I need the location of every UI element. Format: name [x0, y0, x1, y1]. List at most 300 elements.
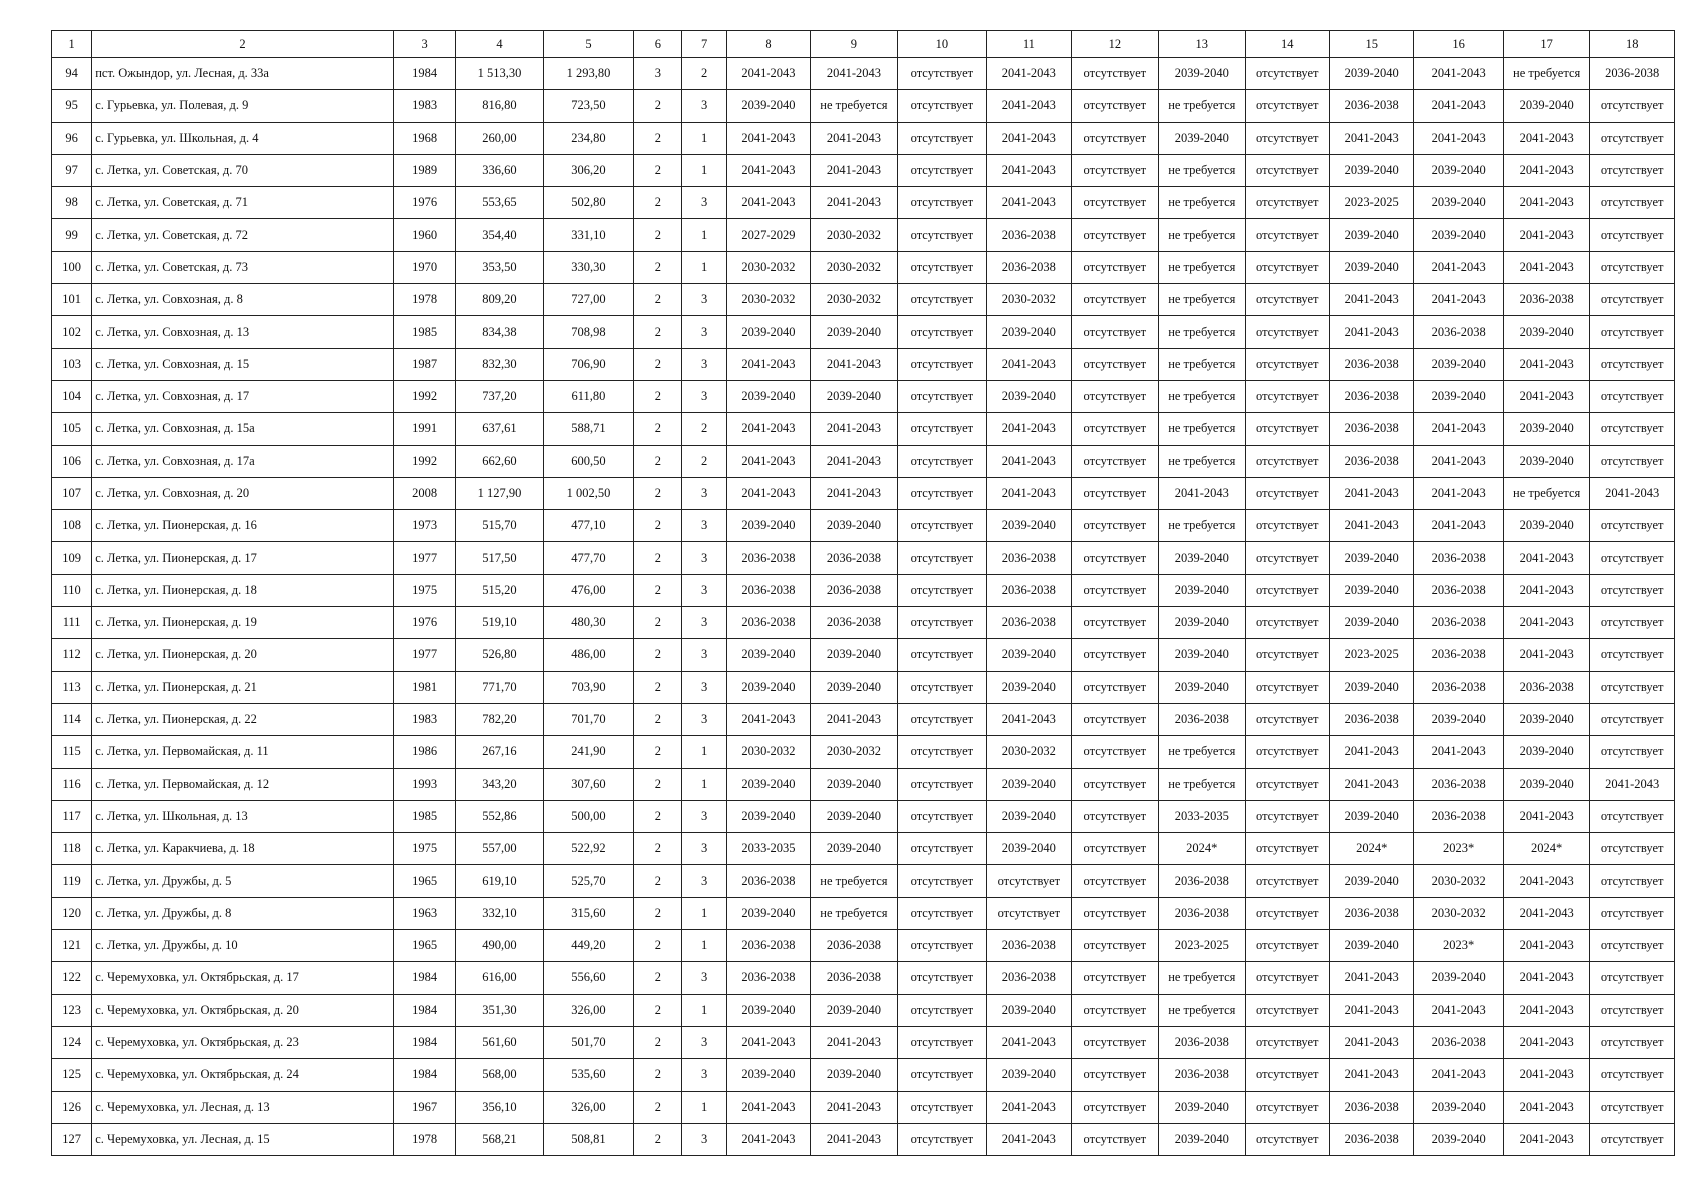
table-cell: 2039-2040 [1503, 90, 1589, 122]
table-row [52, 1059, 1675, 1091]
table-body [52, 58, 1675, 1156]
table-cell: 2039-2040 [1414, 187, 1503, 219]
table-cell: 723,50 [543, 90, 634, 122]
table-cell: 2041-2043 [1414, 251, 1503, 283]
table-cell: 1975 [393, 574, 455, 606]
table-cell: 3 [682, 316, 726, 348]
table-cell: отсутствует [1071, 58, 1158, 90]
row-number-cell: 102 [52, 316, 92, 348]
table-cell: 2030-2032 [1414, 897, 1503, 929]
table-cell: 508,81 [543, 1123, 634, 1155]
table-cell: 354,40 [456, 219, 543, 251]
table-cell: 2036-2038 [987, 930, 1071, 962]
table-row [52, 962, 1675, 994]
table-cell: отсутствует [1245, 219, 1329, 251]
table-cell: 2 [634, 607, 682, 639]
table-cell: не требуется [1159, 90, 1245, 122]
table-cell: отсутствует [1590, 703, 1675, 735]
table-cell: 2039-2040 [987, 380, 1071, 412]
table-cell: отсутствует [897, 58, 986, 90]
table-cell: 2039-2040 [811, 994, 897, 1026]
table-row [52, 58, 1675, 90]
table-cell: 701,70 [543, 703, 634, 735]
row-number-cell: 103 [52, 348, 92, 380]
table-cell: 477,10 [543, 510, 634, 542]
table-cell: 1 002,50 [543, 477, 634, 509]
table-row [52, 703, 1675, 735]
table-cell: 2036-2038 [1159, 1059, 1245, 1091]
table-cell: отсутствует [1071, 897, 1158, 929]
table-cell: 2 [634, 542, 682, 574]
table-cell: не требуется [1159, 413, 1245, 445]
table-cell: отсутствует [897, 768, 986, 800]
table-cell: отсутствует [897, 962, 986, 994]
table-cell: 2 [634, 380, 682, 412]
table-cell: 2041-2043 [726, 1123, 810, 1155]
table-cell: 2036-2038 [1159, 897, 1245, 929]
table-cell: отсутствует [1071, 962, 1158, 994]
table-cell: 522,92 [543, 833, 634, 865]
table-cell: 2023-2025 [1329, 187, 1413, 219]
table-cell: 2039-2040 [1159, 1091, 1245, 1123]
table-cell: 2041-2043 [726, 1026, 810, 1058]
table-cell: 2041-2043 [1329, 962, 1413, 994]
table-cell: отсутствует [897, 251, 986, 283]
table-cell: 3 [682, 1059, 726, 1091]
table-cell: отсутствует [897, 865, 986, 897]
table-cell: 3 [682, 833, 726, 865]
table-cell: не требуется [1159, 251, 1245, 283]
table-cell: 1989 [393, 154, 455, 186]
table-cell: отсутствует [1245, 348, 1329, 380]
table-cell: 330,30 [543, 251, 634, 283]
table-row [52, 445, 1675, 477]
row-number-cell: 122 [52, 962, 92, 994]
table-cell: 2030-2032 [726, 736, 810, 768]
table-cell: отсутствует [1590, 284, 1675, 316]
table-cell: 2 [634, 510, 682, 542]
table-cell: отсутствует [897, 542, 986, 574]
table-cell: отсутствует [1590, 542, 1675, 574]
table-cell: 2 [682, 445, 726, 477]
table-cell: отсутствует [1590, 800, 1675, 832]
table-cell: 2041-2043 [811, 1026, 897, 1058]
address-cell: пст. Ожындор, ул. Лесная, д. 33а [92, 58, 394, 90]
table-cell: 2039-2040 [1414, 1123, 1503, 1155]
table-cell: 2039-2040 [1329, 671, 1413, 703]
table-cell: 3 [682, 639, 726, 671]
table-cell: 2030-2032 [811, 736, 897, 768]
table-cell: 2039-2040 [726, 380, 810, 412]
table-cell: 2 [634, 1059, 682, 1091]
table-cell: 2039-2040 [987, 316, 1071, 348]
table-cell: 2036-2038 [1414, 1026, 1503, 1058]
table-cell: 2 [634, 1123, 682, 1155]
table-cell: отсутствует [897, 122, 986, 154]
table-cell: 2 [634, 154, 682, 186]
table-cell: 2039-2040 [1329, 930, 1413, 962]
table-cell: отсутствует [1071, 90, 1158, 122]
table-cell: 2041-2043 [1503, 154, 1589, 186]
table-cell: 2036-2038 [1329, 1123, 1413, 1155]
table-cell: 2041-2043 [1503, 639, 1589, 671]
table-cell: отсутствует [897, 574, 986, 606]
table-cell: 2041-2043 [1503, 1123, 1589, 1155]
table-cell: 771,70 [456, 671, 543, 703]
table-cell: 2 [634, 251, 682, 283]
table-cell: 2041-2043 [1414, 58, 1503, 90]
table-cell: отсутствует [1245, 445, 1329, 477]
table-cell: 2036-2038 [987, 607, 1071, 639]
table-cell: 2041-2043 [987, 703, 1071, 735]
table-cell: 553,65 [456, 187, 543, 219]
table-cell: 2039-2040 [987, 768, 1071, 800]
row-number-cell: 127 [52, 1123, 92, 1155]
table-cell: 2036-2038 [1414, 542, 1503, 574]
table-cell: 2041-2043 [1414, 122, 1503, 154]
table-cell: отсутствует [1071, 768, 1158, 800]
address-cell: с. Летка, ул. Пионерская, д. 19 [92, 607, 394, 639]
table-cell: 2023-2025 [1329, 639, 1413, 671]
table-cell: 2030-2032 [987, 284, 1071, 316]
table-cell: 2041-2043 [1503, 219, 1589, 251]
table-cell: отсутствует [897, 219, 986, 251]
table-cell: 2041-2043 [811, 1091, 897, 1123]
table-cell: 2039-2040 [726, 768, 810, 800]
table-cell: 2039-2040 [987, 510, 1071, 542]
table-cell: 588,71 [543, 413, 634, 445]
address-cell: с. Летка, ул. Пионерская, д. 20 [92, 639, 394, 671]
table-cell: 2041-2043 [726, 477, 810, 509]
table-cell: 2039-2040 [726, 639, 810, 671]
table-cell: 343,20 [456, 768, 543, 800]
table-cell: 2 [634, 930, 682, 962]
table-cell: 356,10 [456, 1091, 543, 1123]
table-cell: 1 513,30 [456, 58, 543, 90]
table-cell: 2041-2043 [726, 154, 810, 186]
table-cell: отсутствует [1071, 380, 1158, 412]
table-cell: 2039-2040 [811, 800, 897, 832]
table-cell: 2041-2043 [1503, 962, 1589, 994]
table-cell: отсутствует [897, 1059, 986, 1091]
table-cell: отсутствует [897, 316, 986, 348]
table-cell: 326,00 [543, 994, 634, 1026]
table-cell: отсутствует [1245, 897, 1329, 929]
table-cell: отсутствует [1590, 413, 1675, 445]
column-header: 17 [1503, 31, 1589, 58]
table-cell: 2041-2043 [1590, 477, 1675, 509]
table-cell: 2030-2032 [726, 251, 810, 283]
table-cell: 556,60 [543, 962, 634, 994]
table-cell: 3 [682, 187, 726, 219]
table-cell: 2041-2043 [1329, 736, 1413, 768]
table-cell: 2024* [1159, 833, 1245, 865]
table-cell: 816,80 [456, 90, 543, 122]
table-cell: не требуется [1159, 510, 1245, 542]
table-cell: 2023-2025 [1159, 930, 1245, 962]
table-cell: отсутствует [897, 187, 986, 219]
row-number-cell: 126 [52, 1091, 92, 1123]
table-cell: 2039-2040 [1159, 574, 1245, 606]
table-cell: 2039-2040 [987, 1059, 1071, 1091]
table-cell: отсутствует [897, 510, 986, 542]
table-cell: 2041-2043 [1414, 413, 1503, 445]
table-cell: 2039-2040 [1414, 219, 1503, 251]
table-cell: отсутствует [1071, 154, 1158, 186]
table-cell: отсутствует [1071, 122, 1158, 154]
table-cell: не требуется [1159, 768, 1245, 800]
table-row [52, 736, 1675, 768]
table-row [52, 316, 1675, 348]
table-cell: 3 [682, 510, 726, 542]
table-cell: 2036-2038 [1414, 671, 1503, 703]
table-cell: 2039-2040 [1159, 58, 1245, 90]
table-cell: 2 [634, 1026, 682, 1058]
address-cell: с. Летка, ул. Пионерская, д. 22 [92, 703, 394, 735]
table-cell: не требуется [1159, 348, 1245, 380]
table-cell: отсутствует [1245, 380, 1329, 412]
table-cell: 2041-2043 [811, 1123, 897, 1155]
table-cell: 2027-2029 [726, 219, 810, 251]
table-cell: 2 [634, 219, 682, 251]
table-cell: 2041-2043 [811, 703, 897, 735]
table-cell: не требуется [1159, 154, 1245, 186]
table-cell: 477,70 [543, 542, 634, 574]
table-cell: 2036-2038 [987, 219, 1071, 251]
table-cell: отсутствует [1071, 445, 1158, 477]
table-cell: 2041-2043 [726, 58, 810, 90]
table-cell: 2041-2043 [987, 413, 1071, 445]
table-row [52, 607, 1675, 639]
table-cell: 2041-2043 [1503, 865, 1589, 897]
address-cell: с. Летка, ул. Пионерская, д. 16 [92, 510, 394, 542]
table-cell: 1 [682, 154, 726, 186]
table-cell: отсутствует [1245, 58, 1329, 90]
table-cell: отсутствует [1071, 865, 1158, 897]
table-cell: не требуется [1159, 994, 1245, 1026]
row-number-cell: 107 [52, 477, 92, 509]
table-cell: 2036-2038 [1590, 58, 1675, 90]
table-cell: 2 [634, 736, 682, 768]
row-number-cell: 113 [52, 671, 92, 703]
table-cell: 315,60 [543, 897, 634, 929]
table-cell: отсутствует [1245, 962, 1329, 994]
table-cell: 2 [634, 90, 682, 122]
table-cell: 611,80 [543, 380, 634, 412]
table-row [52, 542, 1675, 574]
table-cell: 832,30 [456, 348, 543, 380]
row-number-cell: 110 [52, 574, 92, 606]
table-cell: отсутствует [1071, 703, 1158, 735]
table-row [52, 768, 1675, 800]
address-cell: с. Черемуховка, ул. Октябрьская, д. 17 [92, 962, 394, 994]
table-cell: 2041-2043 [726, 122, 810, 154]
table-cell: 2039-2040 [726, 671, 810, 703]
table-cell: 3 [682, 348, 726, 380]
table-cell: 332,10 [456, 897, 543, 929]
table-cell: отсутствует [1590, 930, 1675, 962]
table-cell: 1978 [393, 1123, 455, 1155]
column-header: 8 [726, 31, 810, 58]
table-cell: 2 [634, 574, 682, 606]
table-cell: 502,80 [543, 187, 634, 219]
table-cell: 1992 [393, 380, 455, 412]
table-cell: 2 [634, 348, 682, 380]
table-cell: отсутствует [1071, 187, 1158, 219]
table-cell: 2041-2043 [987, 445, 1071, 477]
table-cell: 2041-2043 [1159, 477, 1245, 509]
table-cell: 1985 [393, 316, 455, 348]
table-cell: 2036-2038 [1329, 380, 1413, 412]
address-cell: с. Гурьевка, ул. Полевая, д. 9 [92, 90, 394, 122]
table-row [52, 1091, 1675, 1123]
table-cell: 2039-2040 [987, 800, 1071, 832]
table-cell: 2041-2043 [726, 348, 810, 380]
row-number-cell: 116 [52, 768, 92, 800]
table-cell: не требуется [1159, 736, 1245, 768]
table-cell: 517,50 [456, 542, 543, 574]
table-cell: 708,98 [543, 316, 634, 348]
address-cell: с. Летка, ул. Пионерская, д. 17 [92, 542, 394, 574]
table-cell: 326,00 [543, 1091, 634, 1123]
table-cell: не требуется [1159, 380, 1245, 412]
table-row [52, 284, 1675, 316]
table-cell: 2041-2043 [1329, 768, 1413, 800]
table-cell: 1963 [393, 897, 455, 929]
address-cell: с. Летка, ул. Совхозная, д. 8 [92, 284, 394, 316]
table-cell: 2041-2043 [987, 1091, 1071, 1123]
table-cell: 2024* [1329, 833, 1413, 865]
table-cell: отсутствует [897, 800, 986, 832]
table-cell: 782,20 [456, 703, 543, 735]
table-cell: 2039-2040 [1159, 1123, 1245, 1155]
table-cell: 2041-2043 [1503, 122, 1589, 154]
table-cell: 2 [634, 897, 682, 929]
column-header: 18 [1590, 31, 1675, 58]
table-cell: 2041-2043 [1503, 994, 1589, 1026]
table-cell: 2024* [1503, 833, 1589, 865]
table-cell: 2036-2038 [811, 607, 897, 639]
table-cell: 2030-2032 [811, 284, 897, 316]
table-cell: 834,38 [456, 316, 543, 348]
address-cell: с. Летка, ул. Совхозная, д. 17 [92, 380, 394, 412]
table-cell: 2041-2043 [811, 154, 897, 186]
table-cell: 2039-2040 [1329, 574, 1413, 606]
table-cell: 1 127,90 [456, 477, 543, 509]
address-cell: с. Черемуховка, ул. Октябрьская, д. 20 [92, 994, 394, 1026]
table-cell: 2041-2043 [811, 187, 897, 219]
table-cell: отсутствует [1245, 542, 1329, 574]
table-cell: 2041-2043 [811, 413, 897, 445]
table-cell: 2041-2043 [1503, 897, 1589, 929]
table-cell: отсутствует [897, 833, 986, 865]
table-cell: отсутствует [897, 994, 986, 1026]
table-cell: отсутствует [897, 736, 986, 768]
table-cell: 3 [682, 1026, 726, 1058]
table-cell: 2039-2040 [987, 994, 1071, 1026]
table-cell: 557,00 [456, 833, 543, 865]
table-cell: 2 [634, 639, 682, 671]
table-row [52, 187, 1675, 219]
column-header: 5 [543, 31, 634, 58]
table-cell: 2039-2040 [1159, 542, 1245, 574]
table-cell: 2039-2040 [987, 833, 1071, 865]
table-cell: отсутствует [1071, 671, 1158, 703]
table-cell: отсутствует [1071, 1059, 1158, 1091]
table-cell: 2041-2043 [811, 58, 897, 90]
table-cell: 2041-2043 [726, 187, 810, 219]
table-cell: 2039-2040 [987, 671, 1071, 703]
address-cell: с. Летка, ул. Советская, д. 71 [92, 187, 394, 219]
table-cell: 662,60 [456, 445, 543, 477]
table-cell: 552,86 [456, 800, 543, 832]
row-number-cell: 117 [52, 800, 92, 832]
table-cell: 2039-2040 [811, 671, 897, 703]
table-header [52, 31, 1675, 58]
table-row [52, 154, 1675, 186]
table-cell: отсутствует [897, 607, 986, 639]
table-cell: 1970 [393, 251, 455, 283]
address-cell: с. Летка, ул. Первомайская, д. 12 [92, 768, 394, 800]
table-cell: 706,90 [543, 348, 634, 380]
table-row [52, 510, 1675, 542]
table-cell: отсутствует [897, 930, 986, 962]
table-cell: 2041-2043 [1414, 445, 1503, 477]
table-cell: 2041-2043 [1329, 122, 1413, 154]
table-cell: 2030-2032 [811, 219, 897, 251]
table-cell: 2 [634, 1091, 682, 1123]
table-cell: 1981 [393, 671, 455, 703]
table-cell: 241,90 [543, 736, 634, 768]
table-cell: 2039-2040 [811, 380, 897, 412]
table-cell: 2030-2032 [726, 284, 810, 316]
table-cell: 1 [682, 897, 726, 929]
table-cell: 3 [682, 607, 726, 639]
row-number-cell: 121 [52, 930, 92, 962]
table-cell: 1 [682, 768, 726, 800]
table-cell: 2039-2040 [811, 510, 897, 542]
row-number-cell: 118 [52, 833, 92, 865]
table-row [52, 994, 1675, 1026]
table-cell: 336,60 [456, 154, 543, 186]
table-cell: 2041-2043 [1329, 316, 1413, 348]
table-cell: отсутствует [1590, 607, 1675, 639]
table-cell: 2039-2040 [1503, 445, 1589, 477]
table-cell: отсутствует [897, 671, 986, 703]
table-cell: 619,10 [456, 865, 543, 897]
table-cell: отсутствует [897, 90, 986, 122]
table-cell: отсутствует [897, 445, 986, 477]
table-cell: 480,30 [543, 607, 634, 639]
table-cell: отсутствует [1071, 251, 1158, 283]
row-number-cell: 96 [52, 122, 92, 154]
table-cell: отсутствует [987, 865, 1071, 897]
table-row [52, 897, 1675, 929]
address-cell: с. Летка, ул. Первомайская, д. 11 [92, 736, 394, 768]
table-cell: отсутствует [897, 413, 986, 445]
table-cell: 2041-2043 [1414, 477, 1503, 509]
table-cell: 1976 [393, 187, 455, 219]
column-header: 12 [1071, 31, 1158, 58]
table-cell: 1977 [393, 639, 455, 671]
table-cell: 3 [682, 865, 726, 897]
row-number-cell: 95 [52, 90, 92, 122]
row-number-cell: 99 [52, 219, 92, 251]
table-cell: 2041-2043 [987, 154, 1071, 186]
table-cell: 2039-2040 [726, 90, 810, 122]
table-cell: 2041-2043 [987, 477, 1071, 509]
row-number-cell: 124 [52, 1026, 92, 1058]
